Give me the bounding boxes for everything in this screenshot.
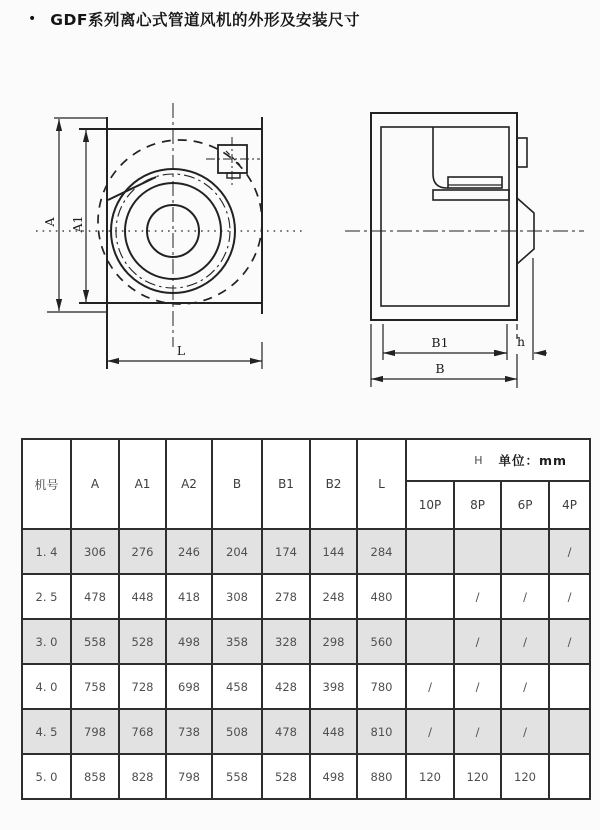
value-cell: 144 [310,529,357,574]
value-cell: 248 [310,574,357,619]
col-header-10p: 10P [406,481,454,529]
junction-box [206,137,260,185]
value-cell [501,529,549,574]
value-cell: / [454,709,501,754]
value-cell: 120 [501,754,549,799]
bullet-icon: • [28,11,37,27]
dim-label-A: A [42,217,57,227]
table-row [22,709,590,754]
value-cell: 204 [212,529,262,574]
unit-header-cell [406,439,590,481]
dimension-table [21,438,591,800]
dim-label-B: B [435,361,445,376]
value-cell: 284 [357,529,406,574]
col-header-A: A [71,439,119,529]
table-row [22,664,590,709]
col-header-B1: B1 [262,439,310,529]
value-cell: 478 [71,574,119,619]
col-header-8p: 8P [454,481,501,529]
h-column-label: H [474,453,483,467]
value-cell: 458 [212,664,262,709]
value-cell: 120 [454,754,501,799]
value-cell: 858 [71,754,119,799]
value-cell: 448 [310,709,357,754]
value-cell: 528 [262,754,310,799]
col-header-6p: 6P [501,481,549,529]
table-body [22,529,590,799]
value-cell [406,619,454,664]
value-cell: 448 [119,574,166,619]
value-cell: 278 [262,574,310,619]
value-cell: / [454,619,501,664]
value-cell: 508 [212,709,262,754]
dim-label-h: h [516,334,526,349]
table-row [22,529,590,574]
dim-label-B1: B1 [431,335,449,350]
table-row [22,574,590,619]
value-cell: 558 [212,754,262,799]
value-cell [406,529,454,574]
value-cell: / [454,664,501,709]
model-cell: 4. 5 [22,709,71,754]
col-header-L: L [357,439,406,529]
value-cell [406,574,454,619]
value-cell: 498 [166,619,212,664]
value-cell [549,754,590,799]
value-cell: 276 [119,529,166,574]
value-cell: 478 [262,709,310,754]
value-cell: / [501,619,549,664]
value-cell: 120 [406,754,454,799]
value-cell: / [501,709,549,754]
dim-label-A1: A1 [70,215,85,233]
value-cell: / [454,574,501,619]
value-cell: / [549,574,590,619]
value-cell: / [501,574,549,619]
model-cell: 4. 0 [22,664,71,709]
table-row [22,619,590,664]
value-cell: 246 [166,529,212,574]
page-title: GDF系列离心式管道风机的外形及安装尺寸 [50,11,360,29]
model-cell: 1. 4 [22,529,71,574]
value-cell: 798 [71,709,119,754]
value-cell: / [406,709,454,754]
value-cell: 738 [166,709,212,754]
value-cell: / [406,664,454,709]
value-cell: 528 [119,619,166,664]
page-title-row [28,8,360,30]
col-header-B2: B2 [310,439,357,529]
model-cell: 2. 5 [22,574,71,619]
col-header-model: 机号 [22,439,71,529]
front-view [36,103,302,369]
value-cell: 328 [262,619,310,664]
value-cell: / [501,664,549,709]
value-cell: 810 [357,709,406,754]
value-cell: 780 [357,664,406,709]
value-cell: 480 [357,574,406,619]
side-view [345,113,584,388]
value-cell: 298 [310,619,357,664]
value-cell: 418 [166,574,212,619]
value-cell: 768 [119,709,166,754]
col-header-A1: A1 [119,439,166,529]
value-cell: 828 [119,754,166,799]
fan-dimension-drawing [0,88,600,400]
model-cell: 5. 0 [22,754,71,799]
value-cell: 758 [71,664,119,709]
col-header-B: B [212,439,262,529]
unit-label: 单位：mm [498,453,568,468]
col-header-4p: 4P [549,481,590,529]
value-cell: 798 [166,754,212,799]
value-cell: 698 [166,664,212,709]
table-row [22,754,590,799]
model-cell: 3. 0 [22,619,71,664]
value-cell: 306 [71,529,119,574]
value-cell [549,709,590,754]
value-cell: 560 [357,619,406,664]
value-cell: 558 [71,619,119,664]
value-cell: 308 [212,574,262,619]
value-cell: 174 [262,529,310,574]
dim-label-L: L [176,343,186,358]
value-cell [454,529,501,574]
value-cell: 358 [212,619,262,664]
col-header-A2: A2 [166,439,212,529]
value-cell: 498 [310,754,357,799]
value-cell: 398 [310,664,357,709]
value-cell: 728 [119,664,166,709]
value-cell: 428 [262,664,310,709]
value-cell [549,664,590,709]
value-cell: / [549,529,590,574]
value-cell: 880 [357,754,406,799]
value-cell: / [549,619,590,664]
